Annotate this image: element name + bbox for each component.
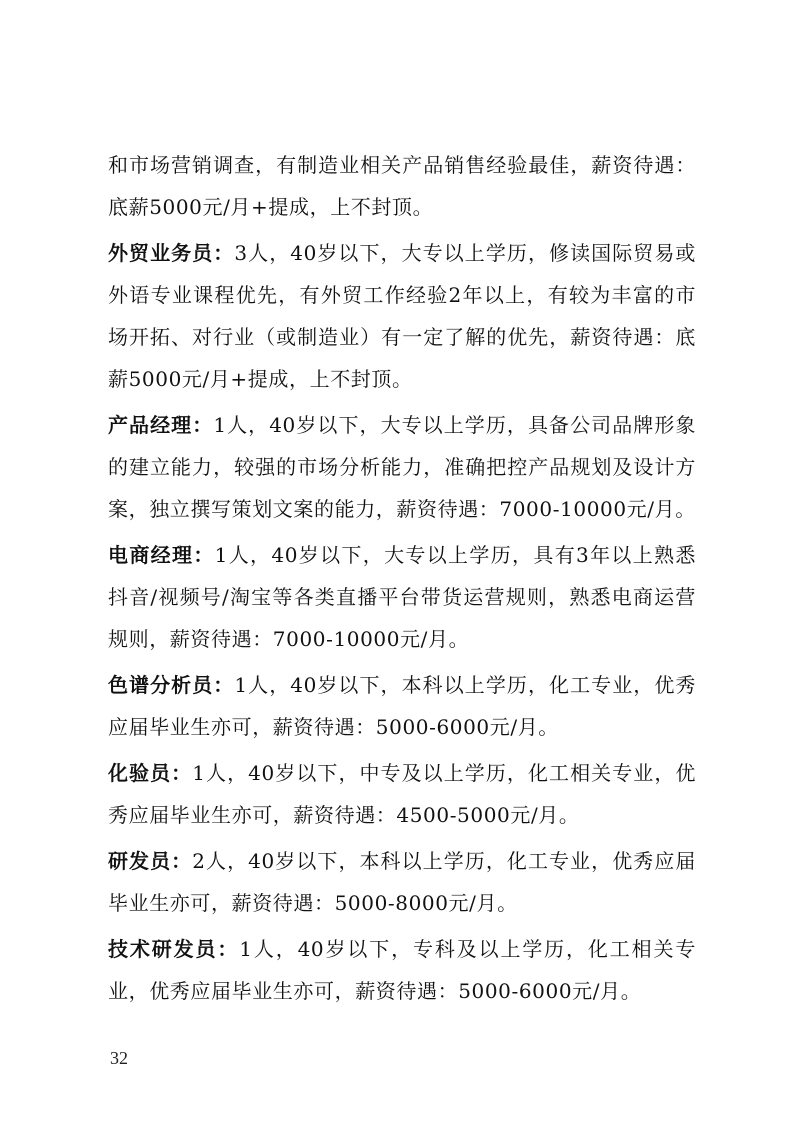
position-details: 3人，40岁以下，大专以上学历，修读国际贸易或外语专业课程优先，有外贸工作经验2年以上，有较为丰富的市场开拓、对行业（或制造业）有一定了解的优先，薪资待遇：底薪5000元/月+提成，上不封顶。: [108, 241, 696, 391]
position-details: 1人，40岁以下，专科及以上学历，化工相关专业，优秀应届毕业生亦可，薪资待遇：5000-6000元/月。: [108, 937, 697, 1003]
position-ecommerce-manager: [108, 534, 696, 660]
position-details: 1人，40岁以下，大专以上学历，具备公司品牌形象的建立能力，较强的市场分析能力，准确把控产品规划及设计方案，独立撰写策划文案的能力，薪资待遇：7000-10000元/月。: [108, 413, 697, 521]
position-details: 1人，40岁以下，中专及以上学历，化工相关专业，优秀应届毕业生亦可，薪资待遇：4500-5000元/月。: [108, 761, 696, 827]
position-title: 外贸业务员：: [108, 241, 235, 265]
position-lab-technician: [108, 752, 696, 836]
position-title: 产品经理：: [108, 413, 214, 437]
position-title: 研发员：: [108, 849, 193, 873]
position-technical-researcher: [108, 928, 696, 1012]
position-researcher: [108, 840, 696, 924]
position-details: 2人，40岁以下，本科以上学历，化工专业，优秀应届毕业生亦可，薪资待遇：5000-8000元/月。: [108, 849, 696, 915]
continuation-paragraph: [108, 144, 696, 228]
position-title: 色谱分析员：: [108, 673, 235, 697]
position-title: 化验员：: [108, 761, 193, 785]
position-details: 1人，40岁以下，大专以上学历，具有3年以上熟悉抖音/视频号/淘宝等各类直播平台带货运营规则，熟悉电商运营规则，薪资待遇：7000-10000元/月。: [108, 543, 696, 651]
position-title: 技术研发员：: [108, 937, 240, 961]
position-product-manager: [108, 404, 696, 530]
position-chromatography-analyst: [108, 664, 696, 748]
position-details: 1人，40岁以下，本科以上学历，化工专业，优秀应届毕业生亦可，薪资待遇：5000-6000元/月。: [108, 673, 696, 739]
position-foreign-trade-sales: [108, 232, 696, 400]
page-number: 32: [110, 1048, 128, 1068]
continuation-text: 和市场营销调查，有制造业相关产品销售经验最佳，薪资待遇：底薪5000元/月+提成，上不封顶。: [108, 153, 696, 219]
job-listing-content: [108, 144, 696, 1016]
position-title: 电商经理：: [108, 543, 215, 567]
